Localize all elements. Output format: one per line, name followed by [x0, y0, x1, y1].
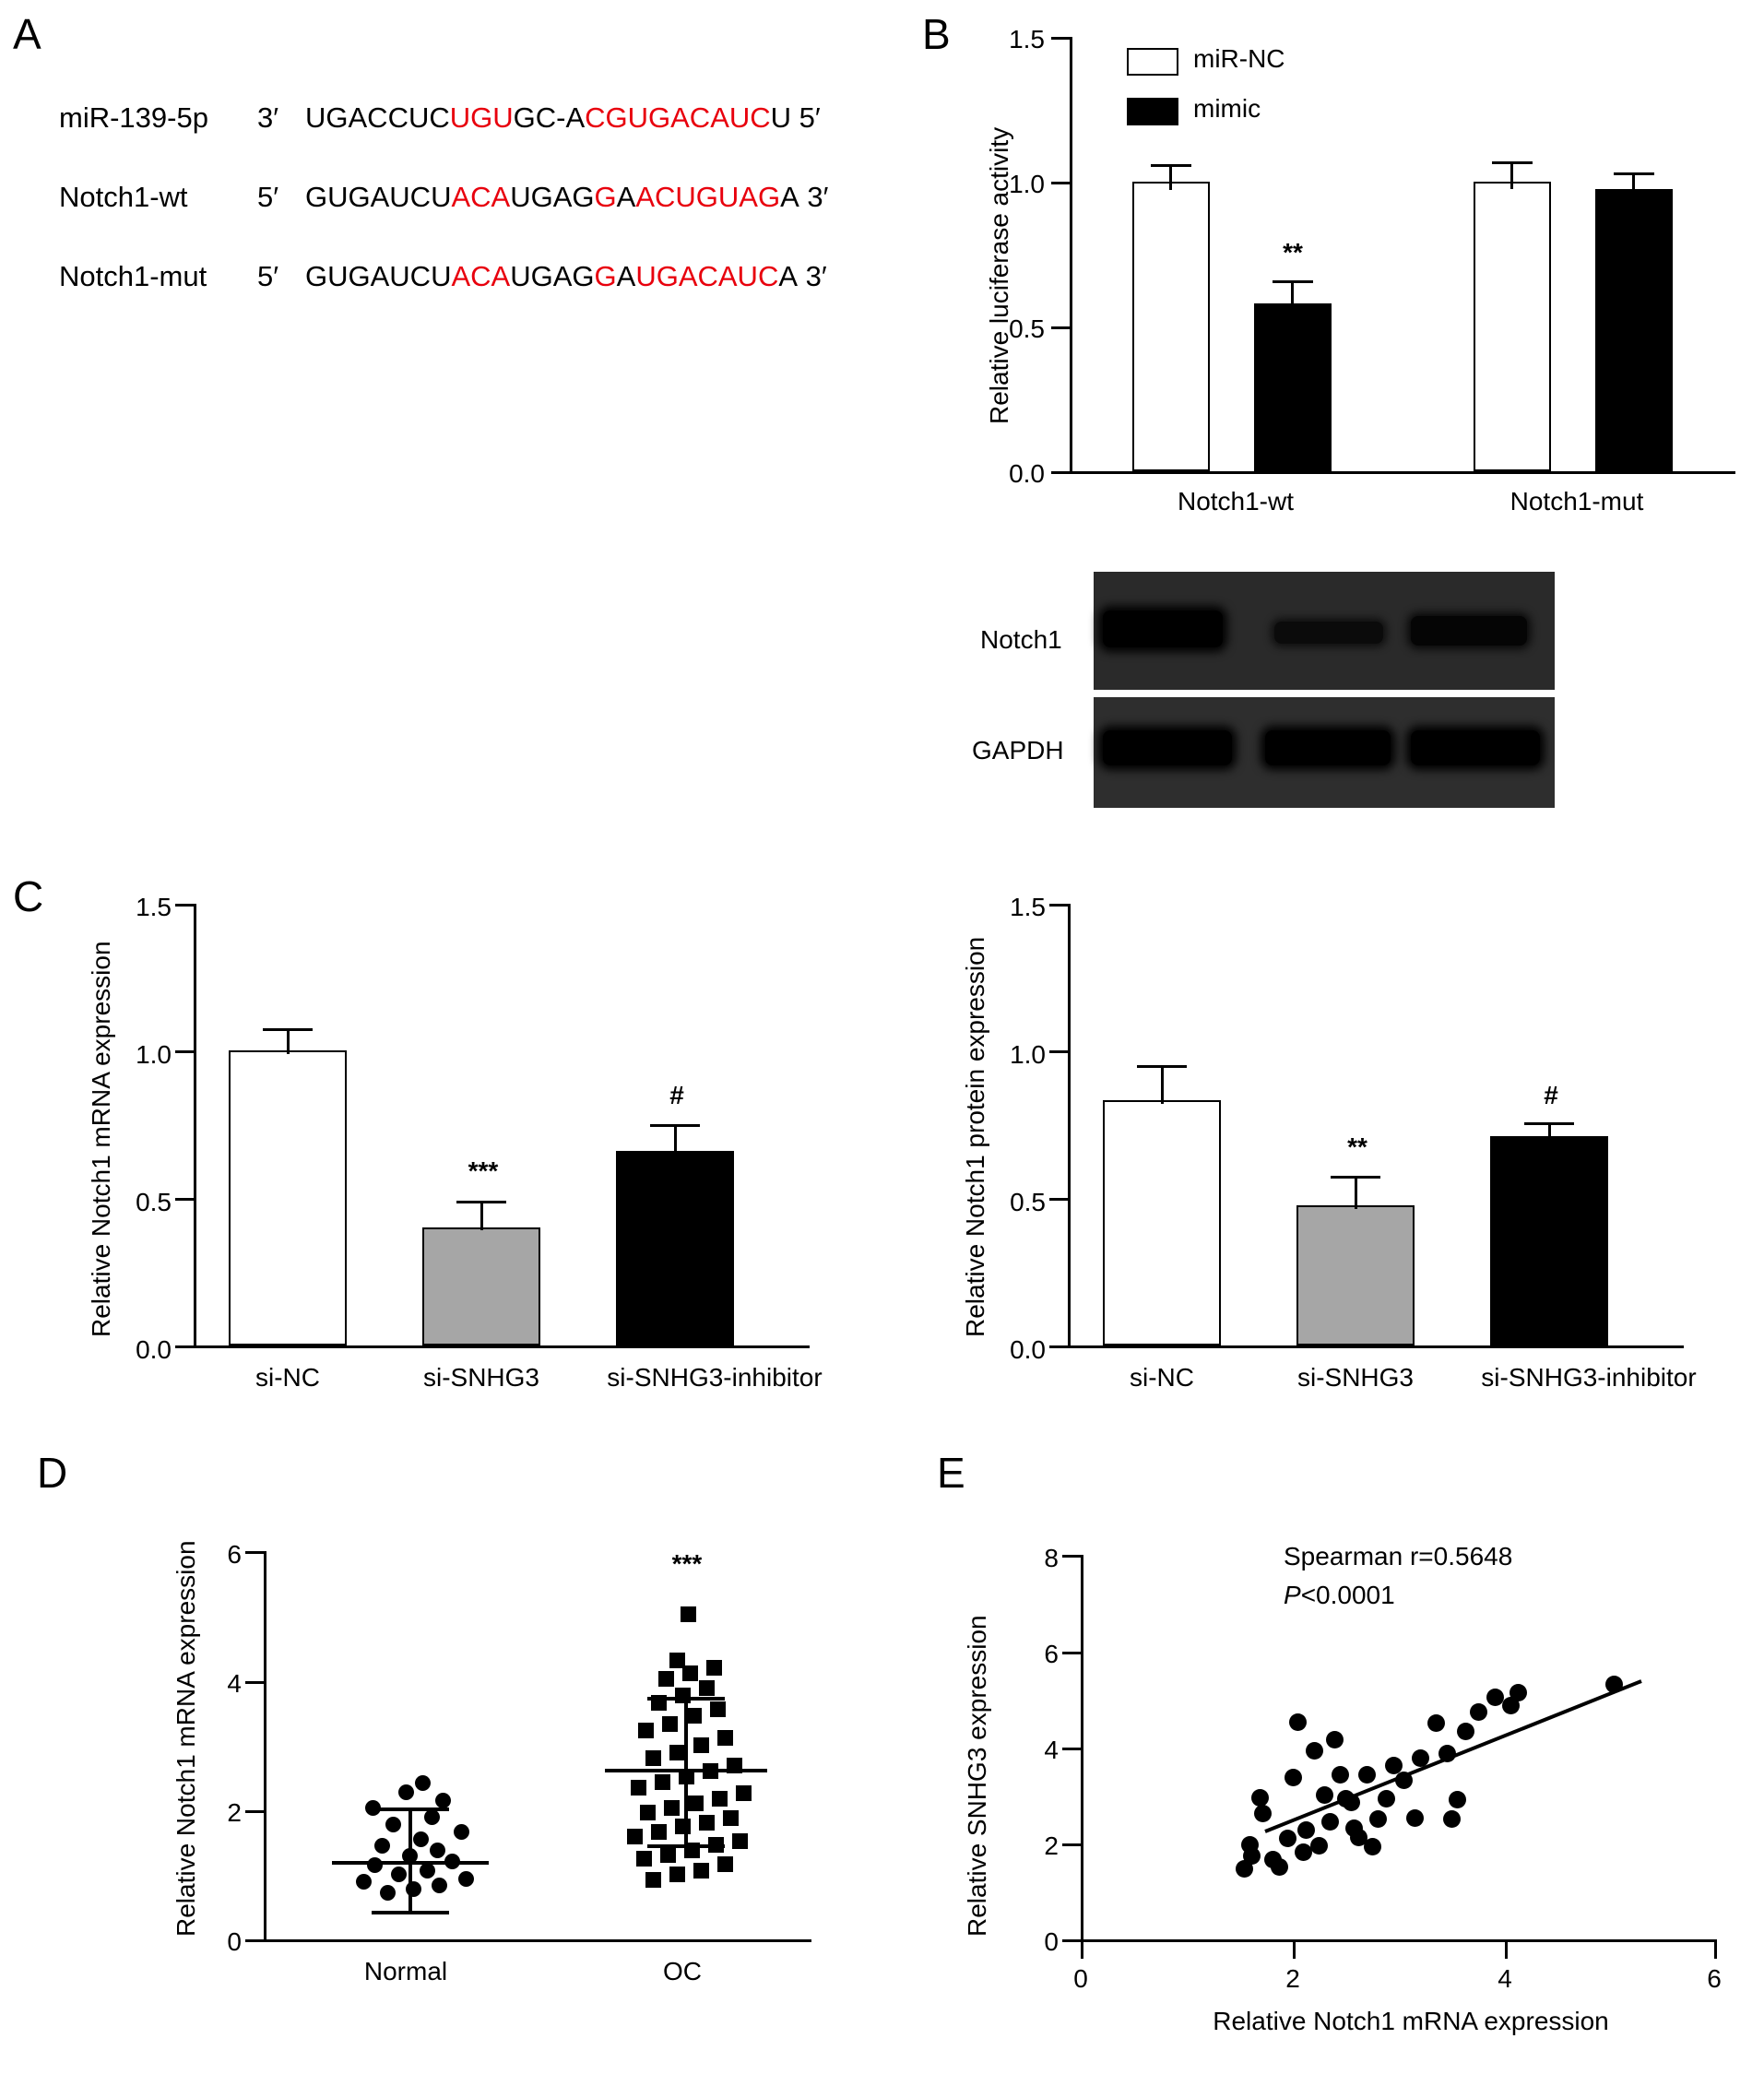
panel-e-point: [1605, 1676, 1623, 1693]
panel-c-right-ytick-mark-0: [1049, 1345, 1070, 1348]
panel-b-xtick-notch1mut: Notch1-mut: [1509, 487, 1644, 516]
panel-d-point-oc: [710, 1701, 726, 1717]
panel-b-legend-label-mir-nc: miR-NC: [1193, 44, 1285, 73]
panel-d-ytick-mark-0: [245, 1939, 266, 1942]
sequence-prime-right: 5′: [799, 101, 821, 134]
panel-c-right-yaxis: [1068, 904, 1071, 1348]
panel-c-right-err-line: [1548, 1122, 1551, 1141]
panel-d-ytick-3: 6: [227, 1540, 242, 1569]
panel-e-annotation-pvalue: P<0.0001: [1284, 1581, 1395, 1609]
panel-d-point-oc: [631, 1780, 646, 1796]
panel-d-point-normal: [391, 1867, 407, 1882]
panel-c-left-err-line: [287, 1028, 290, 1054]
panel-e-point: [1470, 1703, 1487, 1721]
panel-c-right-ytick-mark-1: [1049, 1198, 1070, 1201]
panel-c-right-annotation-1: **: [1347, 1132, 1367, 1161]
panel-d-point-oc: [640, 1805, 656, 1820]
panel-e-point: [1306, 1742, 1323, 1760]
panel-e-point: [1457, 1723, 1474, 1740]
sequence-row-notch1-mut: [59, 260, 827, 293]
panel-b-ytick-mark-1: [1051, 326, 1071, 329]
panel-d-xtick-normal: Normal: [363, 1957, 448, 1985]
panel-e-annotation-spearman: Spearman r=0.5648: [1284, 1542, 1513, 1570]
panel-d-annotation: ***: [671, 1549, 703, 1578]
panel-c-left-ytick-0: 0.0: [136, 1335, 172, 1364]
panel-d-point-oc: [717, 1856, 733, 1872]
panel-d-sd-line-oc: [684, 1697, 688, 1848]
panel-e-point: [1285, 1769, 1302, 1786]
panel-c-left-err-line: [674, 1124, 677, 1154]
panel-c-left-ytick-mark-3: [175, 904, 195, 907]
panel-b-legend-swatch-mir-nc: [1127, 48, 1178, 76]
blot-label-gapdh: GAPDH: [972, 736, 1064, 764]
panel-d-point-oc: [660, 1847, 676, 1863]
panel-c-right-bar-si-nc: [1103, 1100, 1221, 1345]
panel-d-point-normal: [458, 1871, 474, 1887]
panel-b-err-line: [1169, 164, 1172, 190]
panel-d-point-oc: [655, 1774, 670, 1790]
panel-c-letter: C: [13, 872, 44, 920]
panel-e-point: [1427, 1714, 1445, 1732]
panel-c-right-ytick-3: 1.5: [1010, 893, 1046, 921]
panel-e-xtick-0: 0: [1073, 1964, 1088, 1993]
panel-d-point-oc: [669, 1867, 685, 1882]
panel-e-xtick-2: 4: [1498, 1964, 1512, 1993]
panel-d-point-oc: [658, 1671, 674, 1687]
panel-e-point: [1251, 1789, 1269, 1807]
sequence-name: Notch1-mut: [59, 260, 207, 292]
panel-b-xtick-notch1wt: Notch1-wt: [1177, 487, 1295, 516]
panel-b-bar-notch1wt-mirnc: [1132, 182, 1210, 471]
panel-d-point-oc: [736, 1785, 752, 1801]
panel-b-ytick-mark-0: [1051, 471, 1071, 474]
sequence-name: Notch1-wt: [59, 181, 188, 213]
panel-d-point-normal: [435, 1793, 451, 1808]
panel-e-point: [1289, 1713, 1307, 1731]
panel-c-right-ytick-mark-2: [1049, 1050, 1070, 1053]
panel-d-point-normal: [380, 1885, 396, 1901]
panel-a-letter: A: [13, 10, 41, 58]
panel-d-ytick-mark-1: [245, 1810, 266, 1813]
panel-d-ylabel: Relative Notch1 mRNA expression: [172, 1540, 200, 1937]
sequence-bases: GUGAUCUACAUGAGGAUGACAUCA: [305, 260, 799, 292]
panel-e-ytick-0: 0: [1044, 1927, 1059, 1956]
panel-d-sd-cap-lower-oc: [647, 1844, 725, 1848]
panel-e-point: [1271, 1858, 1288, 1876]
panel-d-point-oc: [693, 1863, 709, 1879]
panel-b-bar-notch1wt-mimic: [1254, 303, 1332, 471]
panel-d-point-oc: [712, 1791, 728, 1807]
blot-band-gapdh-lane1: [1103, 730, 1232, 765]
panel-d-point-normal: [430, 1843, 445, 1858]
panel-c-right-xtick-si-snhg3-inhibitor: si-SNHG3-inhibitor: [1481, 1363, 1697, 1392]
panel-d-point-oc: [645, 1750, 661, 1766]
panel-c-right-xaxis: [1068, 1345, 1684, 1348]
panel-d-point-oc-outlier: [681, 1606, 696, 1622]
panel-d-yaxis: [264, 1551, 266, 1942]
panel-e-point: [1449, 1791, 1466, 1808]
panel-e-point: [1395, 1772, 1413, 1789]
panel-c-left-xaxis: [194, 1345, 810, 1348]
panel-e-ytick-3: 6: [1044, 1640, 1059, 1668]
panel-c-left-bar-si-snhg3-inhibitor: [616, 1151, 734, 1345]
panel-b-ytick-mark-2: [1051, 182, 1071, 184]
panel-c-right-ytick-mark-3: [1049, 904, 1070, 907]
panel-d-point-normal: [420, 1863, 435, 1879]
panel-d-point-normal: [398, 1784, 414, 1800]
panel-d-ytick-1: 2: [227, 1798, 242, 1827]
panel-d-point-normal: [415, 1775, 431, 1791]
panel-c-right-xtick-si-snhg3: si-SNHG3: [1296, 1363, 1414, 1392]
panel-d-point-normal: [413, 1831, 429, 1847]
panel-e-point: [1364, 1838, 1381, 1855]
panel-e-ytick-4: 8: [1044, 1544, 1059, 1572]
panel-e-ylabel: Relative SNHG3 expression: [963, 1615, 991, 1937]
panel-e-xtick-3: 6: [1707, 1964, 1722, 1993]
panel-b-err-cap: [1151, 164, 1191, 167]
panel-d-point-oc: [686, 1708, 702, 1724]
panel-d-sd-cap-upper-normal: [372, 1807, 449, 1811]
panel-b-ytick-0: 0.0: [1009, 459, 1045, 488]
panel-c-left-err-cap: [456, 1201, 506, 1203]
panel-e-point: [1332, 1766, 1349, 1784]
panel-e-point: [1321, 1813, 1339, 1831]
panel-d-point-oc: [732, 1833, 748, 1849]
panel-d-ytick-mark-3: [245, 1551, 266, 1554]
panel-d-point-oc: [717, 1730, 733, 1746]
blot-band-gapdh-lane2: [1265, 730, 1391, 765]
blot-band-notch1-lane1: [1103, 610, 1223, 647]
panel-e-xlabel: Relative Notch1 mRNA expression: [1213, 2007, 1609, 2035]
panel-c-left-annotation-2: #: [669, 1081, 684, 1109]
panel-d-xtick-oc: OC: [663, 1957, 702, 1985]
panel-b-err-cap: [1614, 172, 1654, 175]
panel-e-ytick-mark-2: [1062, 1748, 1083, 1750]
panel-e-point: [1509, 1684, 1527, 1701]
panel-c-right-err-cap: [1137, 1065, 1187, 1068]
panel-c-left-ytick-mark-2: [175, 1050, 195, 1053]
panel-e-xtick-1: 2: [1285, 1964, 1300, 1993]
panel-d-sd-cap-lower-normal: [372, 1911, 449, 1914]
panel-e-ytick-mark-4: [1062, 1555, 1083, 1558]
panel-e-point: [1358, 1766, 1376, 1784]
sequence-name: miR-139-5p: [59, 101, 208, 134]
panel-d-point-oc: [669, 1653, 685, 1668]
panel-c-left-xtick-si-snhg3-inhibitor: si-SNHG3-inhibitor: [607, 1363, 823, 1392]
panel-d-sd-line-normal: [408, 1807, 412, 1914]
panel-c-left-xtick-si-nc: si-NC: [255, 1363, 320, 1392]
panel-c-left-bar-si-snhg3: [422, 1227, 540, 1345]
panel-c-right-err-line: [1355, 1176, 1357, 1209]
panel-d-point-oc: [675, 1688, 691, 1703]
panel-d-ytick-2: 4: [227, 1669, 242, 1698]
panel-e-trendline: [1081, 1531, 1726, 1946]
panel-d-point-oc: [669, 1745, 685, 1760]
panel-d-point-oc: [675, 1819, 691, 1834]
panel-b-legend-swatch-mimic: [1127, 98, 1178, 125]
panel-b-ytick-3: 1.5: [1009, 25, 1045, 53]
panel-c-left-ylabel: Relative Notch1 mRNA expression: [87, 941, 115, 1337]
panel-c-left-err-cap: [650, 1124, 700, 1127]
panel-c-right-err-cap: [1524, 1122, 1574, 1125]
sequence-prime-right: 3′: [807, 181, 829, 213]
blot-band-notch1-lane2: [1274, 622, 1383, 644]
panel-d-point-oc: [651, 1824, 667, 1840]
panel-c-left-ytick-3: 1.5: [136, 893, 172, 921]
panel-c-right-annotation-2: #: [1544, 1081, 1558, 1109]
panel-e-point: [1443, 1810, 1461, 1828]
panel-e-point: [1316, 1786, 1333, 1804]
panel-d-ytick-mark-2: [245, 1681, 266, 1684]
panel-e-ytick-mark-0: [1062, 1939, 1083, 1942]
panel-e-point: [1243, 1847, 1261, 1865]
panel-b-bar-notch1mut-mirnc: [1474, 182, 1551, 471]
panel-c-left-yaxis: [194, 904, 196, 1348]
panel-d-xaxis: [264, 1939, 811, 1942]
panel-e-point: [1297, 1821, 1315, 1839]
panel-c-right-err-line: [1161, 1065, 1164, 1104]
panel-d-point-normal: [454, 1824, 469, 1840]
panel-d-point-normal: [385, 1817, 401, 1832]
blot-label-notch1: Notch1: [980, 625, 1062, 654]
sequence-bases: GUGAUCUACAUGAGGAACUGUAGA: [305, 181, 799, 213]
sequence-row-mir139: [59, 101, 821, 135]
panel-d-point-normal: [374, 1838, 390, 1854]
panel-d-point-oc: [723, 1810, 739, 1826]
panel-e-point: [1343, 1794, 1360, 1811]
panel-c-right-err-cap: [1331, 1176, 1380, 1179]
panel-d-ytick-0: 0: [227, 1927, 242, 1956]
panel-c-left-bar-si-nc: [229, 1050, 347, 1345]
panel-e-point: [1310, 1837, 1328, 1855]
panel-c-left-annotation-1: ***: [468, 1156, 499, 1185]
panel-d-point-oc: [693, 1737, 709, 1753]
blot-band-gapdh-lane3: [1411, 730, 1540, 765]
panel-b-ytick-mark-3: [1051, 37, 1071, 40]
panel-e-ytick-1: 2: [1044, 1831, 1059, 1860]
sequence-row-notch1-wt: [59, 181, 828, 214]
panel-d-point-oc: [627, 1829, 643, 1844]
panel-c-right-xtick-si-nc: si-NC: [1130, 1363, 1194, 1392]
sequence-prime-left: 3′: [257, 101, 279, 134]
panel-e-ytick-mark-1: [1062, 1843, 1083, 1846]
panel-b-yaxis: [1070, 37, 1072, 474]
sequence-bases: UGACCUCUGUGC-ACGUGACAUCU: [305, 101, 792, 134]
blot-band-notch1-lane3: [1411, 616, 1527, 646]
panel-d-point-oc: [664, 1800, 680, 1816]
panel-c-right-ytick-2: 1.0: [1010, 1040, 1046, 1069]
panel-b-err-cap: [1273, 280, 1313, 283]
panel-b-legend-label-mimic: mimic: [1193, 94, 1261, 123]
panel-d-sd-cap-upper-oc: [647, 1697, 725, 1701]
panel-b-bar-notch1mut-mimic: [1595, 189, 1673, 471]
panel-c-left-ytick-mark-0: [175, 1345, 195, 1348]
panel-c-left-ytick-2: 1.0: [136, 1040, 172, 1069]
panel-e-point: [1438, 1745, 1456, 1762]
panel-e-ytick-mark-3: [1062, 1652, 1083, 1654]
panel-b-annotation: **: [1283, 238, 1303, 267]
panel-c-left-ytick-mark-1: [175, 1198, 195, 1201]
panel-d-point-oc: [636, 1851, 652, 1867]
panel-c-right-bar-si-snhg3-inhibitor: [1490, 1136, 1608, 1345]
panel-b-err-line: [1632, 172, 1635, 196]
panel-d-point-normal: [432, 1878, 447, 1893]
panel-e-point: [1279, 1830, 1296, 1847]
panel-c-left-err-line: [480, 1201, 483, 1230]
panel-b-letter: B: [922, 10, 951, 58]
panel-c-right-bar-si-snhg3: [1296, 1205, 1415, 1345]
panel-d-point-normal: [356, 1874, 372, 1890]
sequence-prime-right: 3′: [805, 260, 827, 292]
panel-c-left-xtick-si-snhg3: si-SNHG3: [422, 1363, 539, 1392]
panel-b-ytick-1: 0.5: [1009, 314, 1045, 343]
panel-b-ylabel: Relative luciferase activity: [985, 126, 1013, 424]
sequence-prime-left: 5′: [257, 260, 279, 292]
panel-d-point-oc: [699, 1815, 715, 1831]
sequence-prime-left: 5′: [257, 181, 279, 213]
panel-b-err-cap: [1492, 161, 1533, 164]
panel-b-xaxis: [1070, 471, 1735, 474]
panel-e-point: [1378, 1790, 1395, 1807]
panel-e-point: [1369, 1810, 1387, 1828]
panel-c-left-err-cap: [263, 1028, 313, 1031]
panel-c-left-ytick-1: 0.5: [136, 1188, 172, 1216]
panel-b-ytick-2: 1.0: [1009, 170, 1045, 198]
panel-e-point: [1254, 1805, 1272, 1822]
panel-d-point-oc: [688, 1796, 704, 1811]
panel-b-err-line: [1291, 280, 1294, 310]
panel-d-point-normal: [424, 1809, 440, 1825]
panel-d-point-oc: [699, 1680, 715, 1696]
panel-c-right-ytick-1: 0.5: [1010, 1188, 1046, 1216]
panel-d-point-oc: [706, 1660, 722, 1676]
panel-c-right-ytick-0: 0.0: [1010, 1335, 1046, 1364]
panel-e-point: [1412, 1749, 1429, 1767]
panel-c-right-ylabel: Relative Notch1 protein expression: [961, 936, 989, 1337]
panel-d-point-normal: [367, 1857, 383, 1873]
panel-e-ytick-2: 4: [1044, 1736, 1059, 1764]
panel-d-point-oc: [645, 1872, 661, 1888]
panel-d-point-oc: [662, 1716, 678, 1732]
panel-d-point-oc: [638, 1723, 654, 1738]
panel-e-letter: E: [937, 1449, 965, 1497]
panel-d-letter: D: [37, 1449, 68, 1497]
panel-b-err-line: [1510, 161, 1513, 189]
panel-e-point: [1406, 1809, 1424, 1827]
panel-e-point: [1326, 1731, 1344, 1748]
